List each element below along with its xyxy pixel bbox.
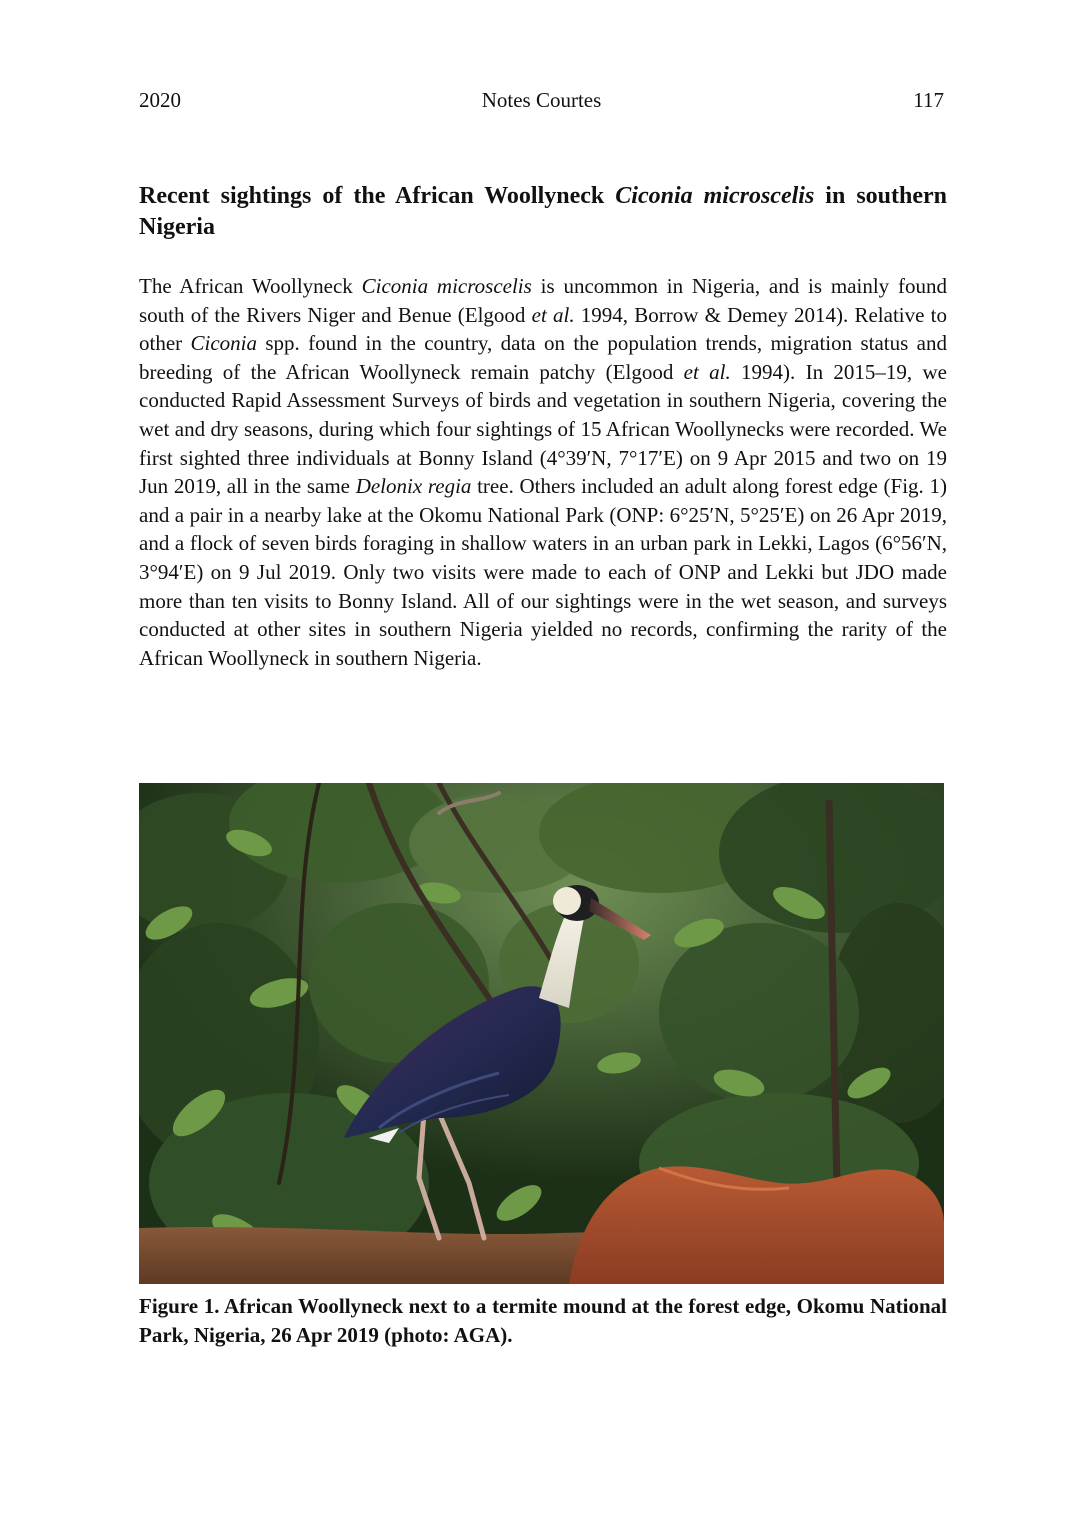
et-al: et al. [531,302,575,327]
body-text: is uncommon in Nigeria, and is mainly found south of the Rivers Niger and Benue (Elgood [139,274,947,327]
article-body [139,272,947,672]
woollyneck-photo [139,783,944,1284]
title-species: Ciconia microscelis [615,183,815,209]
body-text: tree. Others included an adult along forest edge (Fig. 1) and a pair in a nearby lake at the Okomu National Park (ONP: 6°25′N, 5°25′E) on 26 Apr 2019, and a flock of seven birds foraging in shallow waters in an urban park in Lekki, Lagos (6°56′N, 3°94′E) on 9 Jul 2019. Only two visits were made to each of ONP and Lekki but JDO made more than ten visits to Bonny Island. All of our sightings were in the wet season, and surveys conducted at other sites in southern Nigeria yielded no records, confirming the rarity of the African Woollyneck in southern Nigeria. [139,474,947,670]
header-page-number: 117 [913,88,944,112]
running-header [139,88,944,118]
tree-species-name: Delonix regia [355,474,472,499]
figure-photo [139,783,944,1284]
species-name: Ciconia microscelis [361,274,532,298]
body-text: The African Woollyneck [139,274,362,298]
figure-caption: Figure 1. African Woollyneck next to a termite mound at the forest edge, Okomu National Park, Nigeria, 26 Apr 2019 (photo: AGA). [139,1294,947,1347]
title-text: Recent sightings of the African Woollyneck [139,183,616,209]
title-text-end: in southern Nigeria [139,183,948,240]
article-title [139,181,947,243]
body-text: spp. found in the country, data on the population trends, migration status and breeding of the African Woollyneck remain patchy (Elgood [139,331,947,384]
genus-name: Ciconia [190,331,258,356]
header-section: Notes Courtes [481,88,602,112]
body-text: 1994). In 2015–19, we conducted Rapid Assessment Surveys of birds and vegetation in southern Nigeria, covering the wet and dry seasons, during which four sightings of 15 African Woollynecks were recorded. We first sighted three individuals at Bonny Island (4°39′N, 7°17′E) on 9 Apr 2015 and two on 19 Jun 2019, all in the same [139,359,947,499]
body-text: 1994, Borrow & Demey 2014). Relative to other [139,302,947,356]
et-al: et al. [683,359,731,384]
header-year: 2020 [139,88,181,112]
termite-mound [569,1166,944,1284]
